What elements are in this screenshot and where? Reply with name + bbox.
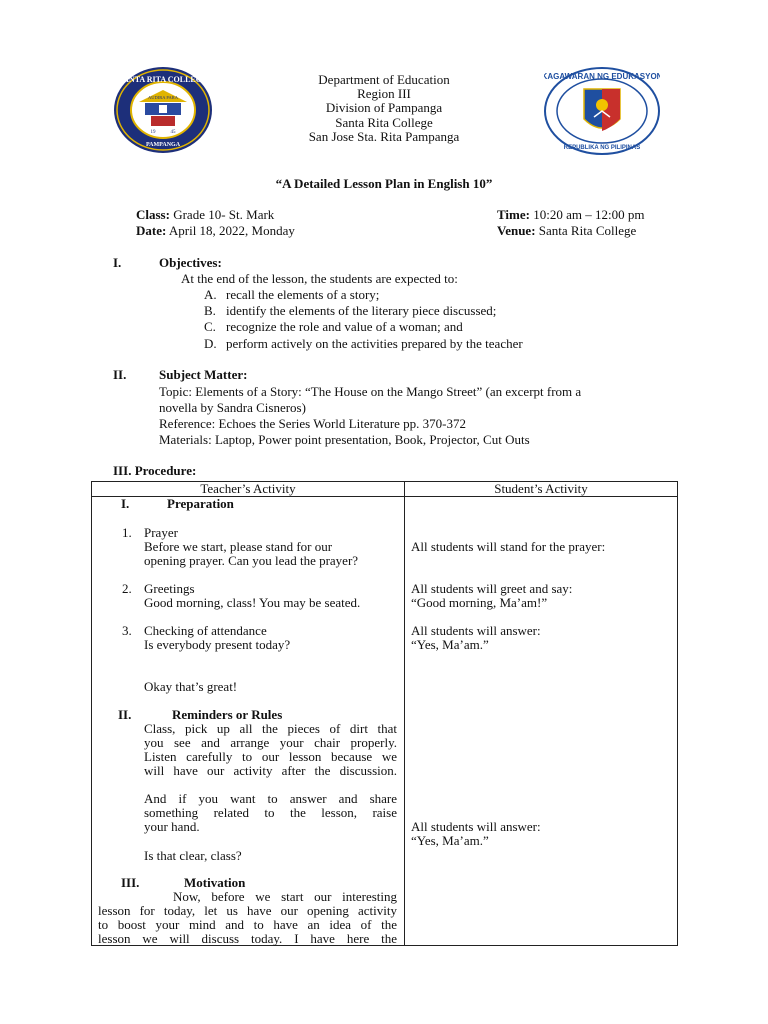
time-label: Time: (497, 207, 530, 222)
lesson-plan-title: “A Detailed Lesson Plan in English 10” (275, 176, 493, 191)
date-info (136, 224, 295, 238)
motivation-heading: Motivation (184, 875, 246, 890)
student-clear-line-2: “Yes, Ma’am.” (411, 833, 489, 848)
greetings-title: Greetings (144, 581, 195, 596)
objectives-intro: At the end of the lesson, the students are expected to: (181, 271, 458, 286)
logo-year-left: 19 (150, 130, 156, 135)
motivation-line-1: Now, before we start our interesting (173, 889, 397, 904)
prayer-title: Prayer (144, 525, 178, 540)
is-that-clear-line: Is that clear, class? (144, 848, 242, 863)
share-line-3: your hand. (144, 819, 200, 834)
school-header (234, 73, 534, 144)
student-clear-line-1: All students will answer: (411, 819, 541, 834)
date-label: Date: (136, 223, 167, 238)
motivation-numeral: III. (121, 875, 140, 890)
venue-value: Santa Rita College (535, 223, 637, 238)
objective-item-c: recognize the role and value of a woman; and (226, 319, 463, 334)
topic-line-2: novella by Sandra Cisneros) (159, 400, 306, 415)
class-info (136, 208, 274, 222)
preparation-heading: Preparation (167, 496, 234, 511)
attendance-line-1: Is everybody present today? (144, 637, 291, 652)
greetings-number: 2. (122, 581, 132, 596)
okay-great-line: Okay that’s great! (144, 679, 238, 694)
reminders-line-2: you see and arrange your chair properly. (144, 735, 397, 750)
attendance-title: Checking of attendance (144, 623, 267, 638)
header-line-region: Region III (357, 86, 411, 102)
header-line-division: Division of Pampanga (325, 100, 443, 116)
procedure-heading (113, 464, 196, 478)
student-attendance-line-1: All students will answer: (411, 623, 541, 638)
deped-seal-logo (544, 67, 660, 155)
prayer-number: 1. (122, 525, 132, 540)
venue-info (497, 224, 636, 238)
header-line-address: San Jose Sta. Rita Pampanga (308, 128, 460, 144)
subject-matter-heading: Subject Matter: (159, 367, 248, 382)
objective-item-a: recall the elements of a story; (226, 287, 380, 302)
date-value: April 18, 2022, Monday (166, 223, 295, 238)
subject-matter-numeral: II. (113, 367, 127, 382)
venue-label: Venue: (497, 223, 536, 238)
prayer-line-1: Before we start, please stand for our (144, 539, 333, 554)
motivation-line-2: lesson for today, let us have our opening activity (98, 903, 397, 918)
share-line-1: And if you want to answer and share (144, 791, 397, 806)
class-label: Class: (136, 207, 170, 222)
objective-letter-d: D. (204, 336, 217, 351)
objectives-heading: Objectives: (159, 255, 222, 270)
teacher-column-header: Teacher’s Activity (200, 481, 296, 496)
objective-letter-c: C. (204, 319, 216, 334)
prayer-line-2: opening prayer. Can you lead the prayer? (144, 553, 359, 568)
objective-letter-b: B. (204, 303, 216, 318)
topic-line-1: Topic: Elements of a Story: “The House on the Mango Street” (an excerpt from a (159, 384, 582, 399)
seal-ring-bottom: REPUBLIKA NG PILIPINAS (563, 145, 641, 151)
procedure-heading-text: . Procedure: (128, 463, 197, 478)
student-greet-line-1: All students will greet and say: (411, 581, 573, 596)
reference-line: Reference: Echoes the Series World Literature pp. 370-372 (159, 416, 466, 431)
motivation-line-3: to boost your mind and to have an idea of the (98, 917, 397, 932)
procedure-table (91, 481, 678, 946)
santa-rita-college-logo (113, 66, 213, 154)
header-line-school: Santa Rita College (335, 114, 433, 130)
reminders-line-3: Listen carefully to our lesson because we (144, 749, 397, 764)
logo-year-right: 45 (170, 130, 176, 135)
student-column-header: Student’s Activity (494, 481, 588, 496)
preparation-numeral: I. (121, 496, 130, 511)
seal-ring-top: KAGAWARAN NG EDUKASYON (544, 72, 660, 81)
greetings-line-1: Good morning, class! You may be seated. (144, 595, 361, 610)
objective-item-d: perform actively on the activities prepared by the teacher (226, 336, 523, 351)
motivation-line-4: lesson we will discuss today. I have here the (98, 931, 397, 946)
logo-place: PAMPANGA (145, 142, 181, 148)
student-prayer: All students will stand for the prayer: (411, 539, 606, 554)
objective-item-b: identify the elements of the literary piece discussed; (226, 303, 497, 318)
class-value: Grade 10- St. Mark (169, 207, 275, 222)
logo-motto: AUDIRA PARA (148, 95, 178, 100)
header-line-deped: Department of Education (318, 72, 450, 87)
objectives-numeral: I. (113, 255, 122, 270)
share-line-2: something related to the lesson, raise (144, 805, 397, 820)
reminders-line-4: will have our activity after the discussion. (144, 763, 397, 778)
time-value: 10:20 am – 12:00 pm (529, 207, 645, 222)
attendance-number: 3. (122, 623, 132, 638)
reminders-line-1: Class, pick up all the pieces of dirt that (144, 721, 397, 736)
student-greet-line-2: “Good morning, Ma’am!” (411, 595, 548, 610)
materials-line: Materials: Laptop, Power point presentation, Book, Projector, Cut Outs (159, 432, 530, 447)
student-attendance-line-2: “Yes, Ma’am.” (411, 637, 489, 652)
procedure-numeral: III (113, 463, 129, 478)
reminders-heading: Reminders or Rules (172, 707, 283, 722)
logo-ring-text: SANTA RITA COLLEGE (118, 75, 208, 84)
column-divider (404, 482, 405, 945)
reminders-numeral: II. (118, 707, 132, 722)
objective-letter-a: A. (204, 287, 217, 302)
time-info (497, 208, 644, 222)
